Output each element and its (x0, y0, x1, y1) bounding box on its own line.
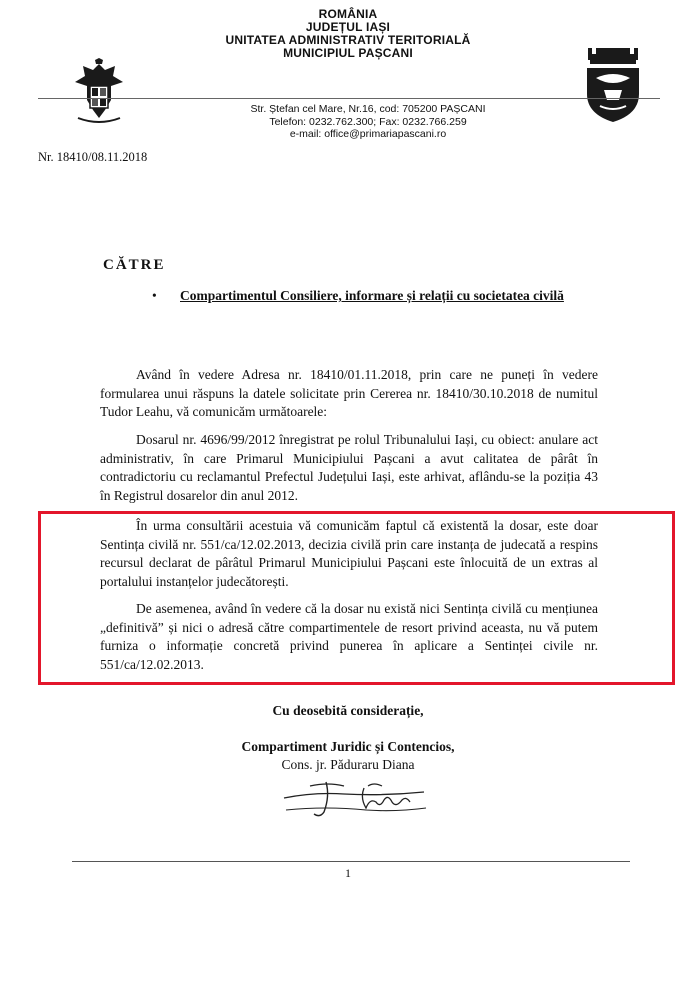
registration-number: Nr. 18410/08.11.2018 (38, 150, 148, 164)
handwritten-signature (280, 776, 430, 821)
header-divider (38, 98, 660, 99)
recipient-name: Compartimentul Consiliere, informare și relații cu societatea civilă (180, 288, 564, 303)
phone-fax: Telefon: 0232.762.300; Fax: 0232.766.259 (269, 115, 467, 128)
letterhead-municipality: MUNICIPIUL PAȘCANI (283, 46, 413, 60)
body-paragraph-1: Având în vedere Adresa nr. 18410/01.11.2018, prin care ne puneți în vedere formularea unui răspuns la datele solicitate prin Cererea nr. 18410/30.10.2018 de numitul Tudor Leahu, vă comunicăm următoarele: (100, 367, 598, 419)
footer-divider (72, 861, 630, 862)
addressee-label: CĂTRE (103, 257, 166, 273)
bullet-icon: • (152, 288, 157, 303)
signatory-name: Cons. jr. Păduraru Diana (281, 757, 415, 772)
body-paragraph-2: Dosarul nr. 4696/99/2012 înregistrat pe rolul Tribunalului Iași, cu obiect: anulare act administrativ, în care Primarul Municipiului Pașcani a avut calitatea de pârât în contradictoriu cu reclamantul Prefectul Județului Iași, este arhivat, aflându-se la poziția 43 în Registrul dosarelor din anul 2012. (100, 432, 598, 503)
letterhead (0, 8, 696, 60)
email-address: e-mail: office@primariapascani.ro (289, 128, 447, 140)
contact-block (248, 103, 488, 141)
street-address: Str. Ștefan cel Mare, Nr.16, cod: 705200 PAȘCANI (250, 103, 486, 115)
romania-coat-of-arms-icon (68, 58, 130, 128)
letterhead-county: JUDEȚUL IAȘI (305, 20, 391, 34)
letterhead-country: ROMÂNIA (318, 7, 378, 21)
signatory-department: Compartiment Juridic și Contencios, (241, 739, 455, 754)
body-paragraph-4: De asemenea, având în vedere că la dosar nu există nici Sentința civilă cu mențiunea „definitivă” și nici o adresă către compartimentele de resort privind aceasta, nu vă putem furniza o informație concretă privind punerea în aplicare a Sentinței civile nr. 551/ca/12.02.2013. (100, 601, 598, 672)
page-number: 1 (345, 866, 351, 880)
recipient-line (152, 288, 564, 304)
closing-regards: Cu deosebită considerație, (272, 703, 424, 718)
letterhead-unit: UNITATEA ADMINISTRATIV TERITORIALĂ (225, 33, 471, 47)
body-paragraph-3: În urma consultării acestuia vă comunicăm faptul că existentă la dosar, este doar Sentința civilă nr. 551/ca/12.02.2013, decizia civilă prin care instanța de judecată a respins recursul declarat de pârâtul Primarul Municipiului Pașcani este înlocuită de un extras al portalului instanțelor judecătorești. (100, 518, 598, 589)
